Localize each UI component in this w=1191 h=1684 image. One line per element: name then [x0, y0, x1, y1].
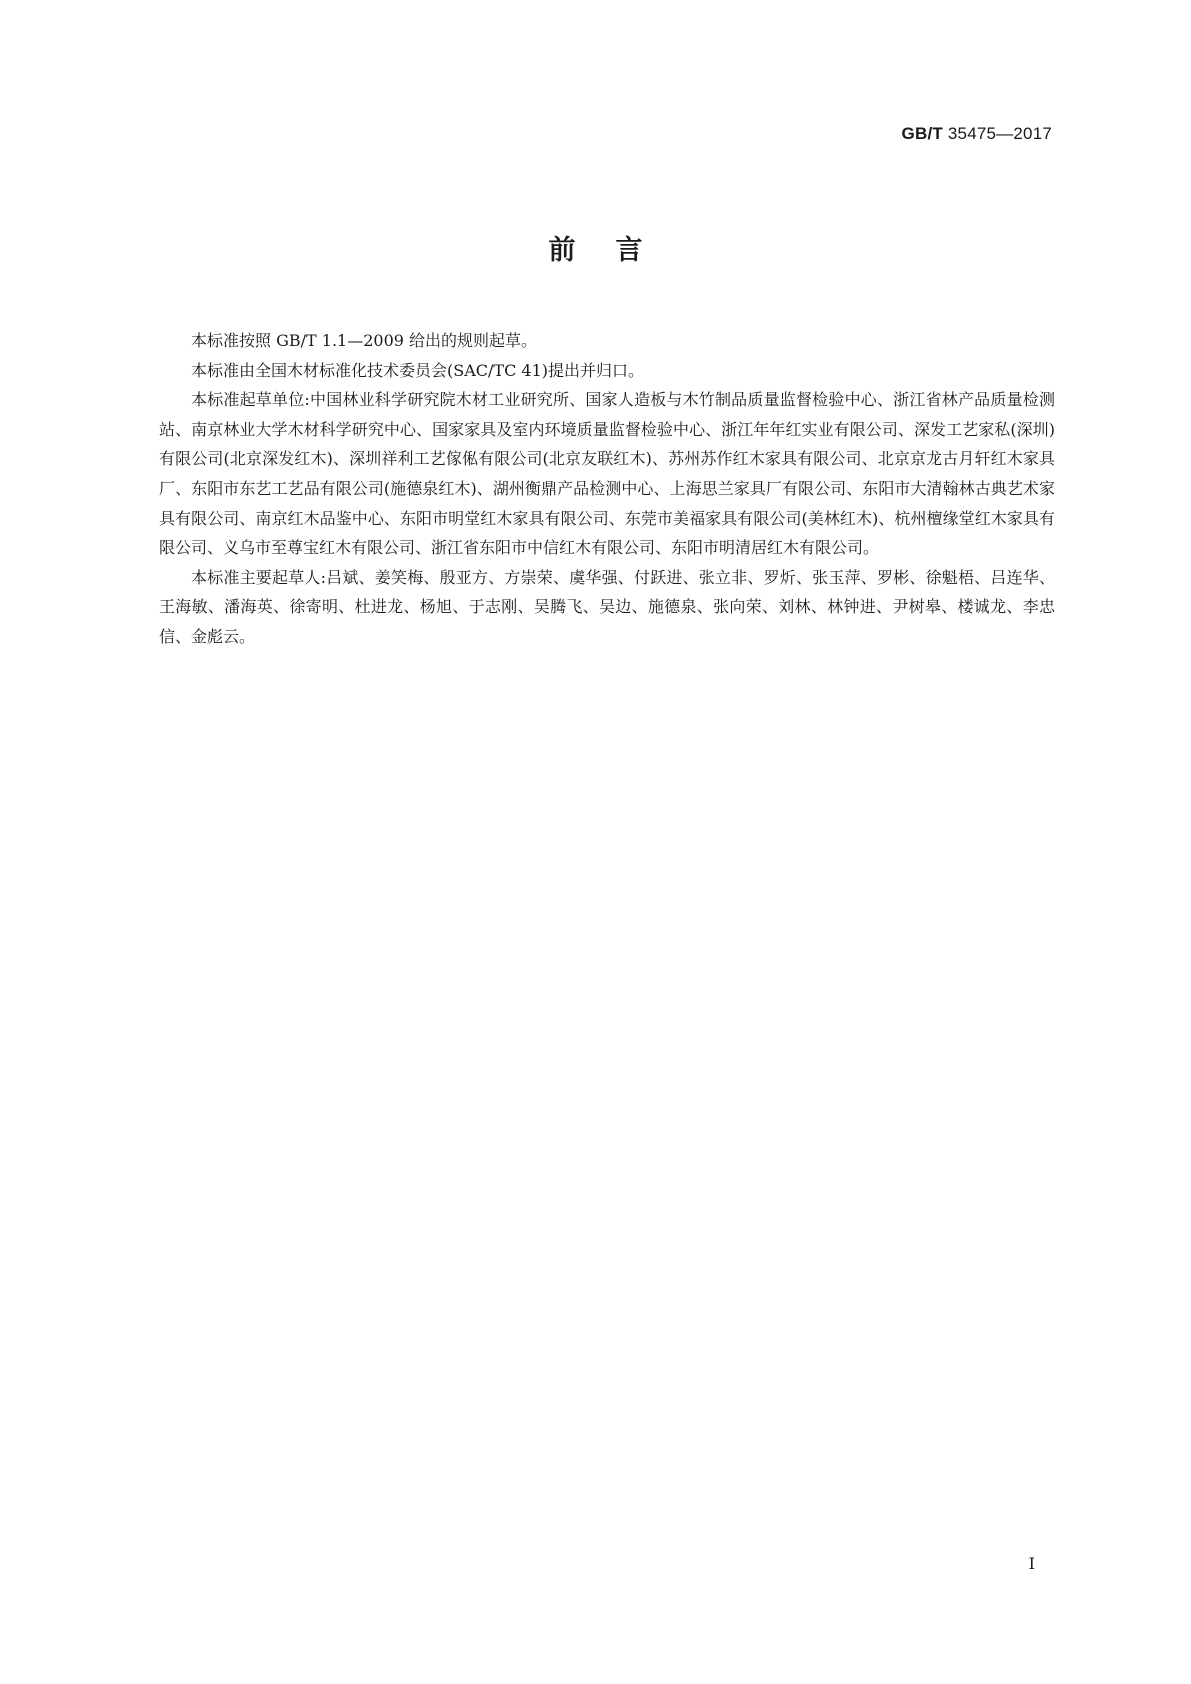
standard-code [902, 124, 1052, 144]
page-title: 前言 [548, 235, 683, 266]
paragraph-main-drafters: 本标准主要起草人:吕斌、姜笑梅、殷亚方、方崇荣、虞华强、付跃进、张立非、罗炘、张玉萍、罗彬、徐魁梧、吕连华、王海敏、潘海英、徐寄明、杜进龙、杨旭、于志刚、吴腾飞、吴边、施德泉、张向荣、刘林、林钟进、尹树皋、楼诚龙、李忠信、金彪云。 [159, 567, 1055, 646]
paragraph-drafting-units: 本标准起草单位:中国林业科学研究院木材工业研究所、国家人造板与木竹制品质量监督检验中心、浙江省林产品质量检测站、南京林业大学木材科学研究中心、国家家具及室内环境质量监督检验中心、浙江年年红实业有限公司、深发工艺家私(深圳)有限公司(北京深发红木)、深圳祥利工艺傢俬有限公司(北京友联红木)、苏州苏作红木家具有限公司、北京京龙古月轩红木家具厂、东阳市东艺工艺品有限公司(施德泉红木)、湖州衡鼎产品检测中心、上海思兰家具厂有限公司、东阳市大清翰林古典艺术家具有限公司、南京红木品鉴中心、东阳市明堂红木家具有限公司、东莞市美福家具有限公司(美林红木)、杭州檀缘堂红木家具有限公司、义乌市至尊宝红木有限公司、浙江省东阳市中信红木有限公司、东阳市明清居红木有限公司。 [159, 390, 1055, 558]
paragraph-committee: 本标准由全国木材标准化技术委员会(SAC/TC 41)提出并归口。 [191, 360, 644, 380]
foreword-body [159, 326, 1055, 652]
paragraph-drafting-rules: 本标准按照 GB/T 1.1—2009 给出的规则起草。 [191, 331, 538, 350]
standard-code-prefix: GB/T [901, 124, 943, 143]
standard-code-number: 35475—2017 [947, 124, 1052, 143]
page-number: I [1028, 1554, 1035, 1573]
